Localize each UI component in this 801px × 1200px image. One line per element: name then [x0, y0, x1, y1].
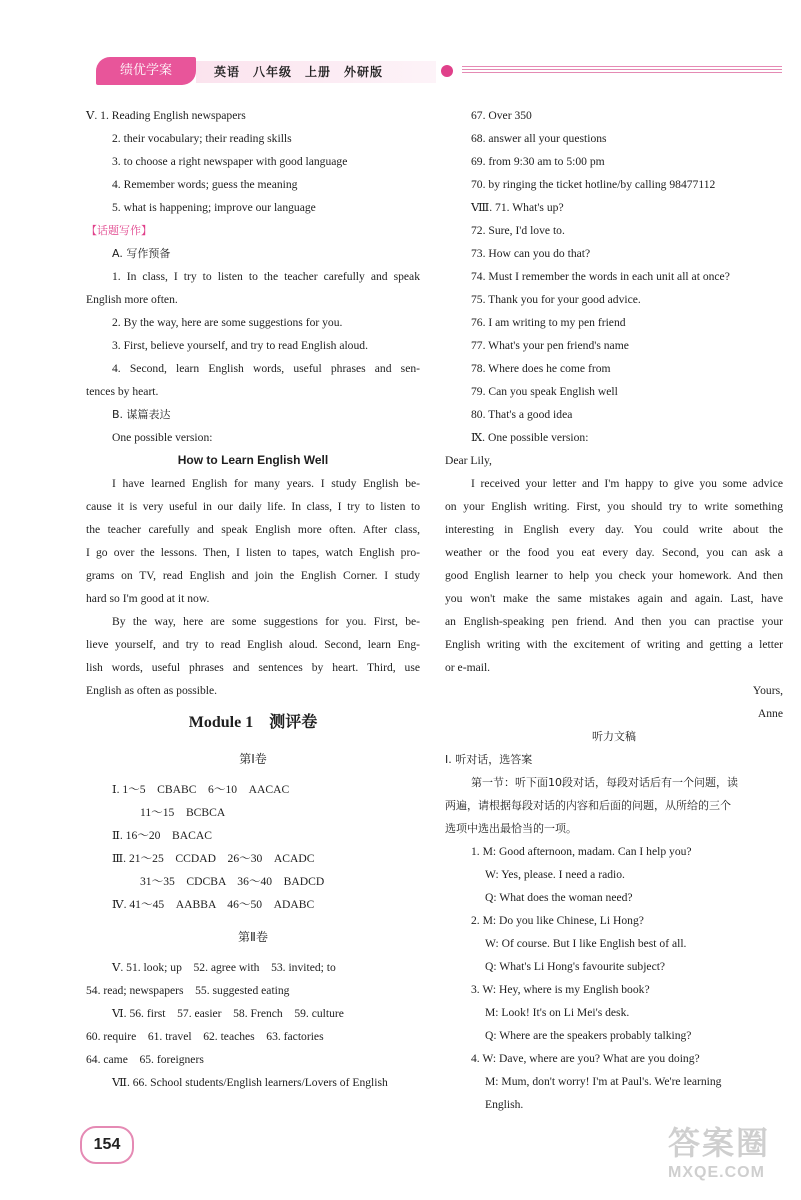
watermark-main: 答案圈 [668, 1125, 771, 1161]
section-title: 第Ⅱ卷 [238, 930, 268, 944]
instruction-line: 两遍，请根据每段对话的内容和后面的问题，从所给的三个 [445, 799, 731, 812]
essay-line: I have learned English for many years. I study English be- [112, 477, 420, 490]
letter-line: on your English writing. First, you should try to write something [445, 500, 783, 513]
answer-line: Ⅳ. 41～45 AABBA 46～50 ADABC [112, 898, 315, 911]
letter-line: interesting in English every day. You could write about the [445, 523, 783, 536]
essay-line: By the way, here are some suggestions for you. First, be- [112, 615, 420, 628]
answer-line: Ⅴ. 1. Reading English newspapers [86, 109, 246, 122]
answer-line: Ⅸ. One possible version: [471, 431, 589, 444]
answer-line: 54. read; newspapers 55. suggested eating [86, 984, 290, 997]
answer-line: 4. Remember words; guess the meaning [112, 178, 298, 191]
answer-line: Ⅷ. 71. What's up? [471, 201, 564, 214]
dialogue-line: 1. M: Good afternoon, madam. Can I help you? [471, 845, 692, 858]
instruction-line: 第一节：听下面10段对话，每段对话后有一个问题，读 [471, 776, 738, 789]
dialogue-line: 3. W: Hey, where is my English book? [471, 983, 650, 996]
part-heading: Ⅰ. 听对话，选答案 [445, 753, 533, 766]
answer-line: Ⅲ. 21～25 CCDAD 26～30 ACADC [112, 852, 315, 865]
answer-line: 76. I am writing to my pen friend [471, 316, 626, 329]
letter-line: good English learner to help you check your homework. And then [445, 569, 783, 582]
letter-line: or e-mail. [445, 661, 491, 674]
page-header [0, 52, 801, 92]
answer-line: 77. What's your pen friend's name [471, 339, 629, 352]
header-badge: 绩优学案 [96, 57, 196, 85]
text-line: 4. Second, learn English words, useful phrases and sen- [112, 362, 420, 375]
listening-script-title: 听力文稿 [592, 730, 636, 743]
watermark-sub: MXQE.COM [668, 1164, 765, 1181]
letter-salutation: Dear Lily, [445, 454, 492, 467]
book-info: 英语 八年级 上册 外研版 [214, 65, 384, 79]
essay-line: English as often as possible. [86, 684, 218, 697]
answer-line: 70. by ringing the ticket hotline/by calling 98477112 [471, 178, 716, 191]
answer-line: Ⅴ. 51. look; up 52. agree with 53. invited; to [112, 961, 336, 974]
topic-writing-tag: 【话题写作】 [86, 224, 152, 237]
section-heading-b: B. 谋篇表达 [112, 408, 171, 421]
answer-line: Ⅵ. 56. first 57. easier 58. French 59. culture [112, 1007, 344, 1020]
essay-line: the teacher carefully and speak English more often. After class, [86, 523, 420, 536]
answer-line: 69. from 9:30 am to 5:00 pm [471, 155, 605, 168]
section-heading-a: A. 写作预备 [112, 247, 171, 260]
answer-line: 60. require 61. travel 62. teaches 63. factories [86, 1030, 324, 1043]
answer-line: 5. what is happening; improve our language [112, 201, 316, 214]
text-line: English more often. [86, 293, 178, 306]
dialogue-line: English. [485, 1098, 524, 1111]
dialogue-line: W: Of course. But I like English best of all. [485, 937, 687, 950]
text-line: 2. By the way, here are some suggestions for you. [112, 316, 343, 329]
dialogue-line: Q: Where are the speakers probably talking? [485, 1029, 692, 1042]
essay-line: lieve yourself, and try to read English aloud. Second, learn Eng- [86, 638, 420, 651]
dialogue-line: Q: What does the woman need? [485, 891, 633, 904]
dialogue-line: Q: What's Li Hong's favourite subject? [485, 960, 666, 973]
module-title: Module 1 测评卷 [188, 714, 318, 731]
possible-version-label: One possible version: [112, 431, 213, 444]
answer-line: 72. Sure, I'd love to. [471, 224, 565, 237]
page-number: 154 [80, 1126, 134, 1164]
text-line: 1. In class, I try to listen to the teacher carefully and speak [112, 270, 420, 283]
answer-line: 78. Where does he come from [471, 362, 611, 375]
answer-line: 31～35 CDCBA 36～40 BADCD [140, 875, 325, 888]
answer-line: 73. How can you do that? [471, 247, 591, 260]
answer-line: 68. answer all your questions [471, 132, 607, 145]
dialogue-line: 2. M: Do you like Chinese, Li Hong? [471, 914, 644, 927]
essay-line: I go over the lessons. Then, I listen to tapes, watch English pro- [86, 546, 420, 559]
section-title: 第Ⅰ卷 [239, 752, 267, 766]
answer-line: Ⅰ. 1～5 CBABC 6～10 AACAC [112, 783, 290, 796]
letter-line: English writing with the excitement of writing and getting a letter [445, 638, 783, 651]
dialogue-line: 4. W: Dave, where are you? What are you doing? [471, 1052, 700, 1065]
essay-title: How to Learn English Well [177, 453, 329, 467]
header-lines [462, 66, 782, 75]
essay-line: hard so I'm good at it now. [86, 592, 210, 605]
watermark-logo [668, 1118, 792, 1194]
answer-line: 74. Must I remember the words in each unit all at once? [471, 270, 730, 283]
right-column [445, 104, 783, 1116]
answer-line: 3. to choose a right newspaper with good language [112, 155, 348, 168]
letter-line: you won't make the same mistakes again and again. Last, have [445, 592, 783, 605]
header-dot [441, 65, 453, 77]
answer-line: Ⅱ. 16～20 BACAC [112, 829, 212, 842]
text-line: tences by heart. [86, 385, 159, 398]
answer-line: 11～15 BCBCA [140, 806, 226, 819]
essay-line: cause it is very useful in our daily life. In class, I try to listen to [86, 500, 420, 513]
answer-line: Ⅶ. 66. School students/English learners/Lovers of English [112, 1076, 388, 1089]
letter-line: weather or the food you eat every day. Second, you can ask a [445, 546, 783, 559]
letter-line: I received your letter and I'm happy to give you some advice [471, 477, 783, 490]
dialogue-line: W: Yes, please. I need a radio. [485, 868, 625, 881]
answer-line: 64. came 65. foreigners [86, 1053, 204, 1066]
dialogue-line: M: Look! It's on Li Mei's desk. [485, 1006, 630, 1019]
essay-line: grams on TV, read English and join the English Corner. I study [86, 569, 420, 582]
answer-line: 79. Can you speak English well [471, 385, 618, 398]
letter-line: an English-speaking pen friend. And then you can practise your [445, 615, 783, 628]
text-line: 3. First, believe yourself, and try to read English aloud. [112, 339, 368, 352]
answer-line: 67. Over 350 [471, 109, 532, 122]
letter-signature: Anne [757, 707, 783, 720]
answer-line: 2. their vocabulary; their reading skills [112, 132, 292, 145]
answer-line: 80. That's a good idea [471, 408, 573, 421]
dialogue-line: M: Mum, don't worry! I'm at Paul's. We're learning [485, 1075, 722, 1088]
left-column [86, 104, 420, 1094]
letter-closing: Yours, [752, 684, 783, 697]
answer-line: 75. Thank you for your good advice. [471, 293, 641, 306]
essay-line: lish words, useful phrases and sentences by heart. Third, use [86, 661, 420, 674]
instruction-line: 选项中选出最恰当的一项。 [445, 822, 577, 835]
